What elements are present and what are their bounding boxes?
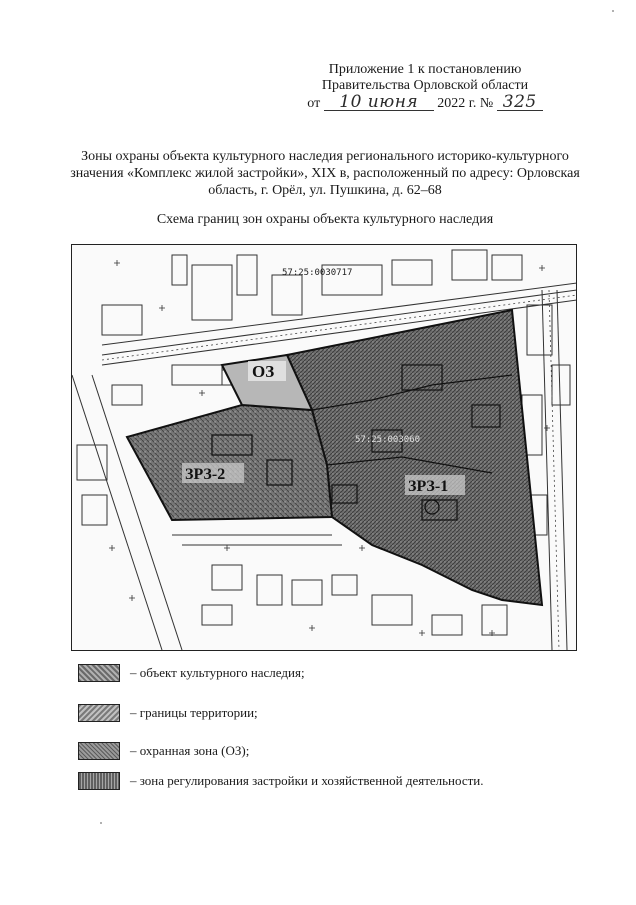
scan-speck <box>612 10 614 12</box>
cadastral-number-center: 57:25:003060 <box>355 435 421 445</box>
legend-label-territory-boundaries: – границы территории; <box>130 705 258 720</box>
legend-item-territory-boundaries <box>78 704 258 722</box>
cadastral-number-top: 57:25:0030717 <box>282 268 353 278</box>
legend-item-protection-zone <box>78 742 249 760</box>
scan-speck <box>100 822 102 824</box>
prefix-ot: от <box>307 96 321 111</box>
legend-label-heritage-object: – объект культурного наследия; <box>130 665 305 680</box>
scheme-subtitle: Схема границ зон охраны объекта культурного наследия <box>156 212 494 227</box>
zrz2-zone-label: ЗРЗ-2 <box>185 466 226 483</box>
oz-zone-label: ОЗ <box>252 362 275 381</box>
protection-zones-map <box>71 244 577 651</box>
legend-item-development-regulation-zone <box>78 772 484 790</box>
legend-label-protection-zone: – охранная зона (ОЗ); <box>130 743 250 758</box>
handwritten-number: 325 <box>497 94 543 111</box>
map-drawing <box>72 245 576 650</box>
year-text: 2022 г. № <box>437 96 494 111</box>
handwritten-date: 10 июня <box>324 94 434 111</box>
zrz1-zone-label: ЗРЗ-1 <box>408 478 449 495</box>
legend-item-heritage-object <box>78 664 305 682</box>
legend-swatch-development-regulation-zone <box>78 772 120 790</box>
appendix-line-1: Приложение 1 к постановлению <box>328 62 522 77</box>
decree-date-line <box>300 94 550 112</box>
document-title: Зоны охраны объекта культурного наследия регионального историко-культурного значения «Комплекс жилой застройки», XIX в, расположенный по адресу: Орловская область, г. Орёл, ул. Пушкина, д. 62–68 <box>70 149 580 198</box>
appendix-line-2: Правительства Орловской области <box>321 78 529 93</box>
legend-swatch-heritage-object <box>78 664 120 682</box>
legend-swatch-protection-zone <box>78 742 120 760</box>
zrz2-zone-area <box>127 405 332 520</box>
legend-swatch-territory-boundaries <box>78 704 120 722</box>
legend-label-development-regulation-zone: – зона регулирования застройки и хозяйственной деятельности. <box>130 773 484 788</box>
appendix-header <box>300 62 550 112</box>
